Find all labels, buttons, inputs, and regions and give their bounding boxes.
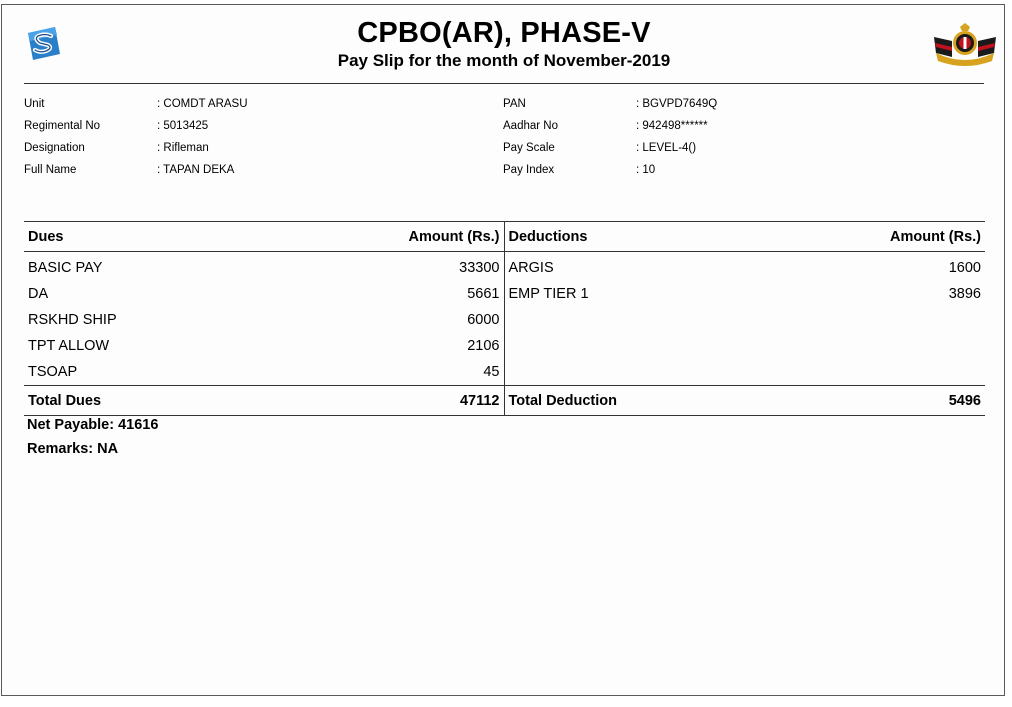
info-label: Aadhar No [503, 120, 558, 132]
info-row [503, 115, 717, 137]
total-dues-label: Total Dues [24, 386, 264, 416]
info-row [503, 159, 717, 181]
pay-table [24, 221, 985, 416]
deduction-name [504, 333, 744, 359]
due-name: DA [28, 286, 49, 302]
remarks: Remarks: NA [27, 441, 119, 457]
total-deduction-label: Total Deduction [504, 386, 744, 416]
info-value: : TAPAN DEKA [157, 164, 235, 176]
info-label: Pay Scale [503, 142, 555, 154]
assam-rifles-crest-icon [930, 23, 1000, 69]
deduction-name: ARGIS [508, 260, 554, 276]
deduction-amount [744, 359, 985, 386]
info-row [503, 93, 717, 115]
deductions-amount-header: Amount (Rs.) [744, 222, 985, 252]
info-label: Full Name [24, 164, 77, 176]
total-dues-value: 47112 [264, 386, 504, 416]
info-value: : 10 [636, 164, 656, 176]
deductions-header: Deductions [504, 222, 744, 252]
due-amount: 2106 [264, 333, 504, 359]
due-amount: 5661 [264, 281, 504, 307]
deduction-amount [744, 307, 985, 333]
employee-info-left [24, 93, 248, 181]
deduction-amount [744, 333, 985, 359]
info-label: Regimental No [24, 120, 101, 132]
info-value: : 5013425 [157, 120, 209, 132]
deduction-amount: 1600 [948, 260, 981, 276]
info-value: : COMDT ARASU [157, 98, 248, 110]
due-amount: 33300 [264, 255, 504, 281]
info-label: Pay Index [503, 164, 555, 176]
due-name: TPT ALLOW [28, 338, 110, 354]
table-total-row [24, 386, 985, 416]
dues-amount-header: Amount (Rs.) [264, 222, 504, 252]
info-label: Designation [24, 142, 85, 154]
due-name: RSKHD SHIP [28, 312, 117, 328]
due-amount: 45 [264, 359, 504, 386]
deduction-amount: 3896 [948, 286, 981, 302]
table-row [24, 359, 985, 386]
table-row [24, 281, 985, 307]
table-row [24, 333, 985, 359]
info-value: : Rifleman [157, 142, 209, 154]
net-payable: Net Payable: 41616 [27, 417, 159, 433]
deduction-name [504, 359, 744, 386]
table-row [24, 307, 985, 333]
info-row [503, 137, 717, 159]
due-amount: 6000 [264, 307, 504, 333]
info-label: Unit [24, 98, 45, 110]
due-name: BASIC PAY [28, 260, 103, 276]
info-row [24, 137, 248, 159]
due-name: TSOAP [28, 364, 78, 380]
info-row [24, 159, 248, 181]
dues-header: Dues [24, 222, 264, 252]
header-divider [24, 83, 984, 84]
info-value: : LEVEL-4() [636, 142, 697, 154]
table-row [24, 255, 985, 281]
total-deduction-value: 5496 [744, 386, 985, 416]
deduction-name [504, 307, 744, 333]
info-row [24, 93, 248, 115]
deduction-name: EMP TIER 1 [508, 286, 589, 302]
payslip-document [1, 4, 1005, 696]
info-value: : BGVPD7649Q [636, 98, 718, 110]
employee-info-right [503, 93, 717, 181]
page-subtitle: Pay Slip for the month of November-2019 [337, 51, 671, 70]
page-title: CPBO(AR), PHASE-V [357, 17, 651, 49]
info-label: PAN [503, 98, 526, 110]
table-header-row [24, 222, 985, 252]
info-value: : 942498****** [636, 120, 708, 132]
info-row [24, 115, 248, 137]
